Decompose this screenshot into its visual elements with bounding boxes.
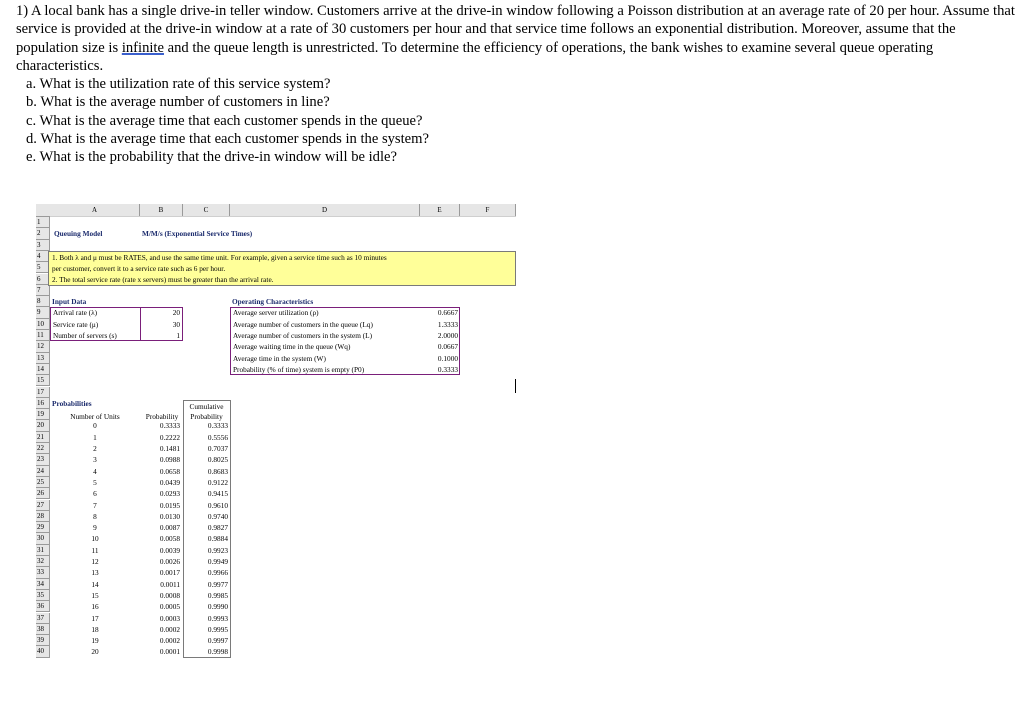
note-line-3: 2. The total service rate (rate x servers) must be greater than the arrival rate. <box>52 275 274 284</box>
prob-units-cell: 12 <box>91 557 99 566</box>
prob-units-cell: 15 <box>91 590 99 600</box>
prob-probability-cell: 0.0439 <box>159 477 180 487</box>
question-text <box>16 2 1016 167</box>
input-label: Service rate (μ) <box>53 319 99 329</box>
prob-cumulative-cell: 0.9993 <box>207 613 228 623</box>
prob-probability-cell: 0.0026 <box>159 557 180 566</box>
row-header: 37 <box>36 613 50 624</box>
row-header: 2 <box>36 228 50 239</box>
prob-cumulative-cell: 0.9966 <box>207 568 228 578</box>
row-header: 4 <box>36 251 50 262</box>
row-header: 21 <box>36 432 50 443</box>
row-header: 20 <box>36 420 50 431</box>
prob-units-cell: 2 <box>93 444 97 453</box>
operating-value: 2.0000 <box>437 331 458 340</box>
underlined-word: infinite <box>121 39 164 56</box>
question-intro: 1) A local bank has a single drive-in teller window. Customers arrive at the drive-in window following a Poisson distribution at an average rate of 20 per hour. Assume that service is provided at the drive-in window at a rate of 30 customers per hour and that service time follows an exponential distribution. Moreover, assume that the population size is infinite and the queue length is unrestricted. To determine the efficiency of operations, the bank wishes to examine several queue operating characteristics. <box>16 3 1015 74</box>
prob-probability-cell: 0.0005 <box>159 602 180 612</box>
question-part-d: d. What is the average time that each customer spends in the system? <box>26 131 429 148</box>
prob-probability-cell: 0.0003 <box>159 613 180 623</box>
prob-cumulative-cell: 0.8025 <box>207 455 228 465</box>
prob-cumulative-cell: 0.9949 <box>207 557 228 566</box>
operating-label: Average waiting time in the queue (Wq) <box>233 342 351 352</box>
model-subtitle: M/M/s (Exponential Service Times) <box>142 229 253 239</box>
prob-probability-cell: 0.0058 <box>159 534 180 544</box>
operating-label: Average time in the system (W) <box>233 353 326 363</box>
prob-cumulative-cell: 0.7037 <box>207 444 228 453</box>
prob-units-cell: 8 <box>93 511 97 521</box>
operating-characteristics-header: Operating Characteristics <box>232 297 314 307</box>
prob-units-cell: 19 <box>91 636 99 646</box>
row-header: 9 <box>36 307 50 318</box>
row-header: 19 <box>36 409 50 420</box>
row-header: 17 <box>36 387 50 398</box>
operating-value: 0.1000 <box>437 353 458 363</box>
row-header: 5 <box>36 262 50 273</box>
row-header: 12 <box>36 341 50 352</box>
prob-cumulative-cell: 0.9998 <box>207 647 228 657</box>
note-line-1: 1. Both λ and μ must be RATES, and use the same time unit. For example, given a service time such as 10 minutes <box>52 253 387 262</box>
prob-probability-cell: 0.1481 <box>159 444 180 453</box>
sheet-corner <box>36 204 51 217</box>
row-header: 16 <box>36 398 50 409</box>
prob-cumulative-cell: 0.9122 <box>207 477 228 487</box>
prob-units-cell: 11 <box>91 545 99 555</box>
row-header: 28 <box>36 511 50 522</box>
prob-probability-cell: 0.0988 <box>159 455 180 465</box>
prob-cumulative-cell: 0.9990 <box>207 602 228 612</box>
prob-cumulative-cell: 0.9985 <box>207 590 228 600</box>
input-value: 30 <box>172 319 180 329</box>
cumulative-column-header: Probability <box>190 412 223 422</box>
row-header: 32 <box>36 556 50 567</box>
row-header: 26 <box>36 488 50 499</box>
gridline <box>50 216 516 217</box>
operating-label: Average number of customers in the system (L) <box>233 331 373 340</box>
row-header: 11 <box>36 330 50 341</box>
prob-probability-cell: 0.2222 <box>159 432 180 442</box>
model-title: Queuing Model <box>54 229 103 239</box>
prob-probability-cell: 0.0017 <box>159 568 180 578</box>
row-header: 34 <box>36 579 50 590</box>
cumulative-header-top: Cumulative <box>189 401 224 411</box>
row-header: 10 <box>36 319 50 330</box>
row-header: 13 <box>36 353 50 364</box>
row-header: 31 <box>36 545 50 556</box>
row-header: 23 <box>36 454 50 465</box>
row-header: 39 <box>36 635 50 646</box>
prob-units-cell: 13 <box>91 568 99 578</box>
prob-probability-cell: 0.0002 <box>159 636 180 646</box>
row-header: 36 <box>36 601 50 612</box>
prob-probability-cell: 0.0195 <box>159 500 180 510</box>
row-header: 7 <box>36 285 50 296</box>
question-part-b: b. What is the average number of customers in line? <box>26 94 330 111</box>
prob-units-cell: 17 <box>91 613 99 623</box>
prob-probability-cell: 0.0293 <box>159 489 180 499</box>
input-label: Number of servers (s) <box>53 331 117 340</box>
prob-units-cell: 4 <box>93 466 97 476</box>
row-header: 6 <box>36 274 50 285</box>
prob-units-cell: 0 <box>93 421 97 431</box>
prob-probability-cell: 0.0002 <box>159 624 180 634</box>
prob-cumulative-cell: 0.3333 <box>207 421 228 431</box>
prob-cumulative-cell: 0.8683 <box>207 466 228 476</box>
input-value: 1 <box>176 331 180 340</box>
prob-probability-cell: 0.0008 <box>159 590 180 600</box>
row-header: 3 <box>36 240 50 251</box>
question-part-e: e. What is the probability that the drive-in window will be idle? <box>26 149 397 166</box>
prob-units-cell: 1 <box>93 432 97 442</box>
row-header: 30 <box>36 533 50 544</box>
prob-units-cell: 9 <box>93 523 97 533</box>
question-part-a: a. What is the utilization rate of this service system? <box>26 76 331 93</box>
input-data-header: Input Data <box>52 297 87 307</box>
prob-units-cell: 20 <box>91 647 99 657</box>
prob-probability-cell: 0.0130 <box>159 511 180 521</box>
row-header: 33 <box>36 567 50 578</box>
prob-units-cell: 16 <box>91 602 99 612</box>
row-header: 15 <box>36 375 50 386</box>
column-header-c: C <box>183 204 230 217</box>
prob-probability-cell: 0.0001 <box>159 647 180 657</box>
column-header-d: D <box>230 204 420 217</box>
column-header-f: F <box>460 204 516 217</box>
row-header: 25 <box>36 477 50 488</box>
prob-probability-cell: 0.0087 <box>159 523 180 533</box>
column-header-b: B <box>140 204 183 217</box>
row-header: 38 <box>36 624 50 635</box>
prob-units-cell: 3 <box>93 455 97 465</box>
prob-cumulative-cell: 0.9923 <box>207 545 228 555</box>
row-header: 29 <box>36 522 50 533</box>
probability-column-header: Probability <box>145 412 179 422</box>
operating-value: 0.0667 <box>437 342 458 352</box>
prob-cumulative-cell: 0.9995 <box>207 624 228 634</box>
prob-probability-cell: 0.0658 <box>159 466 180 476</box>
operating-label: Average server utilization (ρ) <box>233 308 319 318</box>
prob-units-cell: 5 <box>93 477 97 487</box>
prob-probability-cell: 0.3333 <box>159 421 180 431</box>
row-header: 8 <box>36 296 50 307</box>
note-line-2: per customer, convert it to a service rate such as 6 per hour. <box>52 264 226 273</box>
column-header-e: E <box>420 204 460 217</box>
operating-label: Probability (% of time) system is empty (P0) <box>233 364 365 374</box>
prob-cumulative-cell: 0.9415 <box>207 489 228 499</box>
row-header: 35 <box>36 590 50 601</box>
operating-value: 1.3333 <box>437 319 458 329</box>
prob-probability-cell: 0.0011 <box>160 579 180 589</box>
prob-units-cell: 18 <box>91 624 99 634</box>
prob-cumulative-cell: 0.9827 <box>207 523 228 533</box>
row-header: 24 <box>36 466 50 477</box>
notes-box <box>48 251 516 286</box>
row-header: 40 <box>36 646 50 657</box>
row-header: 22 <box>36 443 50 454</box>
input-divider <box>140 307 141 341</box>
prob-cumulative-cell: 0.9977 <box>207 579 228 589</box>
prob-units-cell: 14 <box>91 579 99 589</box>
prob-cumulative-cell: 0.9997 <box>207 636 228 646</box>
prob-units-cell: 10 <box>91 534 99 544</box>
prob-cumulative-cell: 0.9884 <box>207 534 228 544</box>
column-header-a: A <box>50 204 140 217</box>
operating-label: Average number of customers in the queue (Lq) <box>233 319 373 329</box>
text-cursor <box>515 379 516 393</box>
row-header: 14 <box>36 364 50 375</box>
prob-cumulative-cell: 0.5556 <box>207 432 228 442</box>
input-label: Arrival rate (λ) <box>53 308 98 318</box>
operating-value: 0.6667 <box>437 308 458 318</box>
row-header: 27 <box>36 500 50 511</box>
input-value: 20 <box>172 308 180 318</box>
prob-units-cell: 7 <box>93 500 97 510</box>
operating-value: 0.3333 <box>437 364 458 374</box>
prob-probability-cell: 0.0039 <box>159 545 180 555</box>
units-column-header: Number of Units <box>70 412 120 422</box>
probabilities-header: Probabilities <box>52 398 92 408</box>
question-part-c: c. What is the average time that each customer spends in the queue? <box>26 112 423 129</box>
prob-units-cell: 6 <box>93 489 97 499</box>
row-header: 1 <box>36 217 50 228</box>
prob-cumulative-cell: 0.9610 <box>207 500 228 510</box>
prob-cumulative-cell: 0.9740 <box>207 511 228 521</box>
